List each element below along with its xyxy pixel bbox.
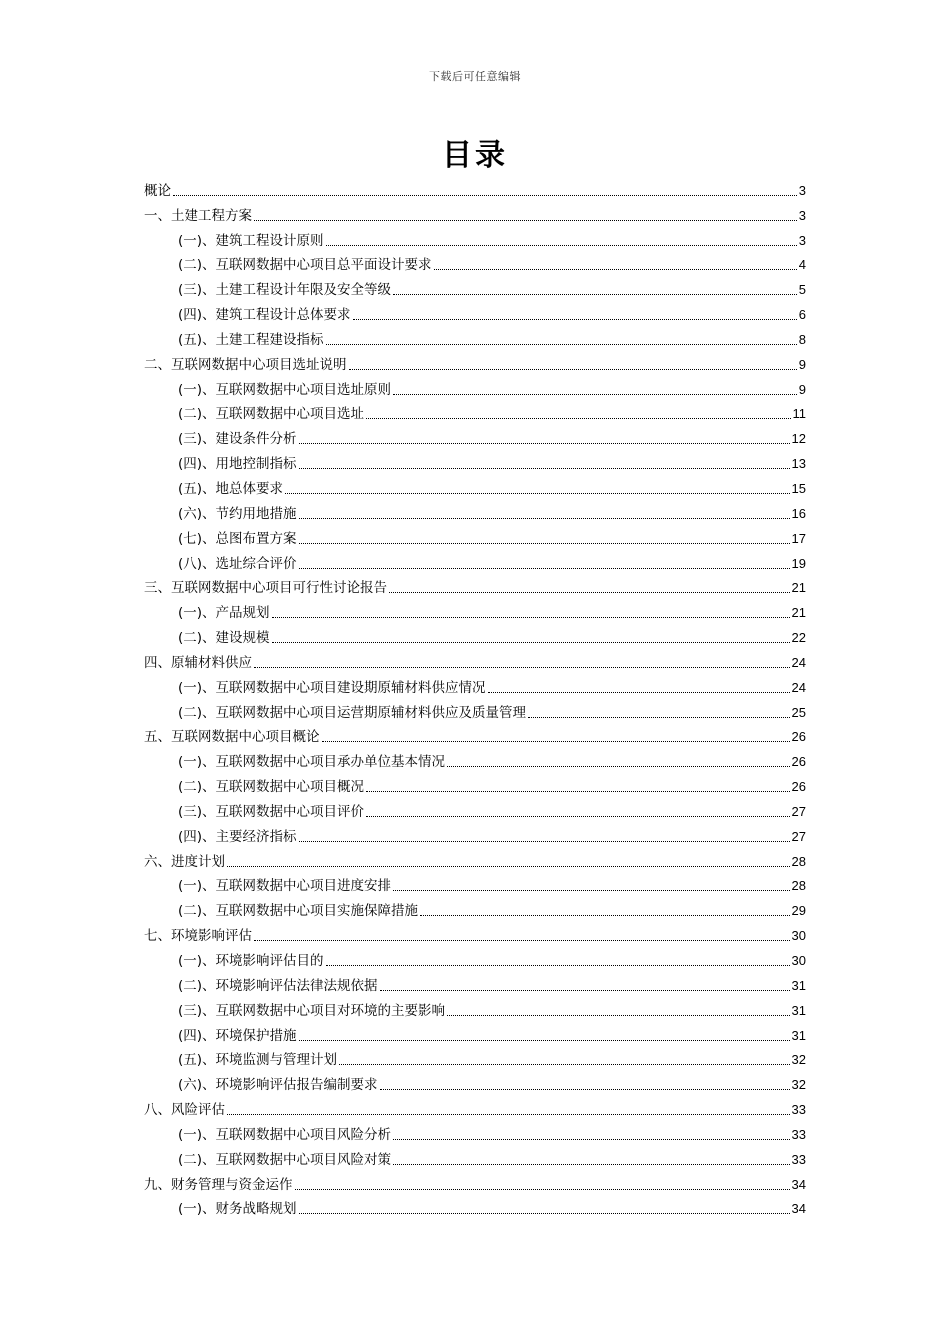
toc-entry-page-number: 24 (791, 679, 806, 695)
toc-entry[interactable] (144, 1020, 806, 1045)
toc-entry-label: 三、互联网数据中心项目可行性讨论报告 (144, 580, 387, 597)
toc-entry-label: (四)、主要经济指标 (178, 828, 297, 845)
toc-dot-leader (299, 518, 790, 519)
toc-entry[interactable] (144, 250, 806, 275)
toc-entry-page-number: 30 (791, 928, 806, 944)
toc-dot-leader (254, 220, 797, 221)
toc-entry[interactable] (144, 1194, 806, 1219)
toc-entry[interactable] (144, 324, 806, 349)
toc-entry-page-number: 26 (791, 779, 806, 795)
toc-entry-page-number: 33 (791, 1102, 806, 1118)
toc-dot-leader (299, 543, 790, 544)
page-title: 目录 (442, 138, 508, 173)
toc-entry[interactable] (144, 399, 806, 424)
toc-dot-leader (488, 692, 790, 693)
toc-entry-label: (四)、用地控制指标 (178, 456, 297, 473)
toc-dot-leader (299, 468, 790, 469)
toc-entry-label: (四)、建筑工程设计总体要求 (178, 307, 351, 324)
toc-entry-label: 六、进度计划 (144, 853, 225, 870)
toc-entry-label: (二)、互联网数据中心项目总平面设计要求 (178, 257, 432, 274)
toc-entry-label: (一)、产品规划 (178, 605, 270, 622)
toc-entry[interactable] (144, 821, 806, 846)
toc-dot-leader (272, 617, 790, 618)
toc-entry[interactable] (144, 771, 806, 796)
toc-dot-leader (339, 1064, 789, 1065)
toc-entry-page-number: 9 (798, 356, 806, 372)
toc-entry-label: (二)、环境影响评估法律法规依据 (178, 977, 378, 994)
toc-entry[interactable] (144, 846, 806, 871)
toc-entry-label: (六)、节约用地措施 (178, 505, 297, 522)
toc-entry-label: (二)、互联网数据中心项目风险对策 (178, 1151, 392, 1168)
toc-entry[interactable] (144, 945, 806, 970)
toc-entry[interactable] (144, 1045, 806, 1070)
toc-entry-page-number: 32 (791, 1077, 806, 1093)
toc-entry-page-number: 3 (798, 207, 806, 223)
toc-entry[interactable] (144, 970, 806, 995)
toc-dot-leader (528, 717, 789, 718)
toc-entry[interactable] (144, 274, 806, 299)
toc-entry-page-number: 28 (791, 853, 806, 869)
toc-entry-page-number: 29 (791, 903, 806, 919)
toc-entry[interactable] (144, 175, 806, 200)
toc-entry[interactable] (144, 523, 806, 548)
toc-dot-leader (366, 791, 789, 792)
toc-entry-page-number: 26 (791, 754, 806, 770)
toc-entry-label: 概论 (144, 182, 171, 199)
toc-entry-label: (一)、环境影响评估目的 (178, 953, 324, 969)
toc-entry[interactable] (144, 1169, 806, 1194)
toc-entry-label: (五)、环境监测与管理计划 (178, 1052, 338, 1069)
toc-entry-label: (七)、总图布置方案 (178, 530, 297, 547)
toc-dot-leader (349, 369, 797, 370)
toc-dot-leader (393, 294, 797, 295)
toc-entry[interactable] (144, 746, 806, 771)
toc-dot-leader (393, 394, 797, 395)
toc-entry[interactable] (144, 597, 806, 622)
toc-entry-page-number: 27 (791, 803, 806, 819)
toc-entry-label: (四)、环境保护措施 (178, 1027, 297, 1044)
toc-entry-label: (一)、互联网数据中心项目建设期原辅材料供应情况 (178, 679, 486, 696)
table-of-contents (144, 175, 806, 1218)
toc-dot-leader (272, 642, 790, 643)
toc-entry[interactable] (144, 349, 806, 374)
toc-dot-leader (173, 195, 797, 196)
toc-entry[interactable] (144, 299, 806, 324)
toc-entry-page-number: 15 (791, 480, 806, 496)
toc-dot-leader (393, 890, 789, 891)
toc-entry-page-number: 9 (798, 381, 806, 397)
toc-entry-page-number: 21 (791, 580, 806, 596)
toc-dot-leader (447, 1015, 789, 1016)
toc-entry-page-number: 32 (791, 1052, 806, 1068)
toc-entry-page-number: 31 (791, 1027, 806, 1043)
toc-entry[interactable] (144, 548, 806, 573)
toc-entry-label: 五、互联网数据中心项目概论 (144, 729, 320, 746)
toc-entry-page-number: 4 (798, 257, 806, 273)
toc-entry-label: 九、财务管理与资金运作 (144, 1176, 293, 1193)
toc-dot-leader (227, 1114, 790, 1115)
toc-entry[interactable] (144, 672, 806, 697)
toc-entry-page-number: 13 (791, 456, 806, 472)
toc-entry[interactable] (144, 796, 806, 821)
toc-entry-page-number: 25 (791, 704, 806, 720)
toc-entry[interactable] (144, 1144, 806, 1169)
toc-dot-leader (420, 915, 789, 916)
toc-entry-label: (一)、互联网数据中心项目风险分析 (178, 1126, 392, 1143)
toc-dot-leader (393, 1164, 789, 1165)
toc-entry-label: (一)、互联网数据中心项目选址原则 (178, 381, 392, 398)
toc-entry-label: (五)、地总体要求 (178, 480, 284, 497)
toc-entry-page-number: 30 (791, 953, 806, 968)
toc-entry-label: (二)、建设规模 (178, 630, 270, 647)
toc-entry-label: (二)、互联网数据中心项目选址 (178, 406, 365, 423)
toc-entry-label: (六)、环境影响评估报告编制要求 (178, 1077, 378, 1094)
toc-entry-page-number: 6 (798, 307, 806, 323)
toc-entry-page-number: 26 (791, 729, 806, 745)
toc-entry[interactable] (144, 448, 806, 473)
toc-entry-label: (三)、建设条件分析 (178, 431, 297, 448)
toc-dot-leader (299, 1040, 790, 1041)
toc-dot-leader (366, 816, 789, 817)
toc-entry[interactable] (144, 871, 806, 896)
toc-entry-page-number: 33 (791, 1151, 806, 1167)
toc-dot-leader (447, 766, 789, 767)
toc-entry-label: (八)、选址综合评价 (178, 555, 297, 572)
toc-entry-page-number: 12 (791, 431, 806, 447)
toc-entry[interactable] (144, 573, 806, 598)
toc-entry-page-number: 17 (791, 530, 806, 546)
toc-entry-label: (二)、互联网数据中心项目实施保障措施 (178, 903, 419, 920)
toc-dot-leader (227, 866, 790, 867)
toc-entry[interactable] (144, 423, 806, 448)
page-header-note: 下载后可任意编辑 (429, 70, 521, 83)
toc-entry[interactable] (144, 225, 806, 250)
toc-dot-leader (393, 1139, 789, 1140)
toc-entry[interactable] (144, 200, 806, 225)
toc-entry-label: (二)、互联网数据中心项目概况 (178, 779, 365, 796)
toc-dot-leader (285, 493, 789, 494)
toc-entry[interactable] (144, 1119, 806, 1144)
toc-dot-leader (299, 443, 790, 444)
toc-entry[interactable] (144, 498, 806, 523)
toc-entry-page-number: 24 (791, 654, 806, 670)
toc-entry-label: (一)、互联网数据中心项目承办单位基本情况 (178, 754, 446, 771)
toc-dot-leader (389, 592, 790, 593)
toc-entry-label: (三)、互联网数据中心项目评价 (178, 803, 365, 820)
toc-dot-leader (322, 741, 790, 742)
toc-entry-label: 一、土建工程方案 (144, 207, 252, 224)
toc-dot-leader (299, 1213, 790, 1214)
toc-entry[interactable] (144, 1094, 806, 1119)
toc-entry-page-number: 3 (798, 182, 806, 198)
toc-entry[interactable] (144, 1069, 806, 1094)
toc-entry-label: 四、原辅材料供应 (144, 654, 252, 671)
toc-entry-page-number: 19 (791, 555, 806, 571)
toc-entry-page-number: 16 (791, 505, 806, 521)
toc-entry-label: (二)、互联网数据中心项目运营期原辅材料供应及质量管理 (178, 704, 527, 721)
toc-entry-page-number: 3 (798, 232, 806, 248)
toc-entry[interactable] (144, 473, 806, 498)
toc-entry-label: 二、互联网数据中心项目选址说明 (144, 356, 347, 373)
toc-entry-page-number: 31 (791, 1002, 806, 1018)
toc-entry-label: (一)、财务战略规划 (178, 1201, 297, 1218)
toc-entry-label: (三)、土建工程设计年限及安全等级 (178, 282, 392, 299)
toc-entry-label: (一)、建筑工程设计原则 (178, 232, 324, 249)
toc-dot-leader (295, 1189, 790, 1190)
toc-entry-page-number: 28 (791, 878, 806, 894)
toc-entry-page-number: 21 (791, 605, 806, 621)
toc-entry-page-number: 27 (791, 828, 806, 844)
toc-entry[interactable] (144, 895, 806, 920)
toc-entry[interactable] (144, 995, 806, 1020)
toc-dot-leader (254, 940, 790, 941)
toc-entry-label: (五)、土建工程建设指标 (178, 331, 324, 348)
toc-entry[interactable] (144, 622, 806, 647)
toc-entry-label: (一)、互联网数据中心项目进度安排 (178, 878, 392, 895)
toc-entry-label: (三)、互联网数据中心项目对环境的主要影响 (178, 1002, 446, 1019)
toc-dot-leader (326, 245, 797, 246)
toc-entry[interactable] (144, 920, 806, 945)
toc-dot-leader (326, 344, 797, 345)
toc-entry-label: 八、风险评估 (144, 1102, 225, 1119)
toc-entry-page-number: 11 (792, 406, 806, 422)
toc-dot-leader (366, 418, 790, 419)
toc-entry[interactable] (144, 722, 806, 747)
toc-dot-leader (254, 667, 790, 668)
toc-entry-page-number: 34 (791, 1176, 806, 1192)
toc-entry-page-number: 8 (798, 331, 806, 347)
toc-entry-label: 七、环境影响评估 (144, 928, 252, 945)
toc-dot-leader (299, 841, 790, 842)
toc-entry-page-number: 34 (791, 1201, 806, 1217)
toc-entry-page-number: 33 (791, 1126, 806, 1142)
toc-dot-leader (380, 1089, 790, 1090)
toc-entry[interactable] (144, 647, 806, 672)
toc-entry-page-number: 31 (791, 977, 806, 993)
toc-entry-page-number: 5 (798, 282, 806, 298)
toc-entry[interactable] (144, 374, 806, 399)
toc-dot-leader (299, 568, 790, 569)
toc-dot-leader (434, 269, 797, 270)
toc-dot-leader (353, 319, 797, 320)
toc-dot-leader (326, 965, 790, 966)
toc-entry-page-number: 22 (791, 630, 806, 646)
toc-entry[interactable] (144, 697, 806, 722)
toc-dot-leader (380, 990, 790, 991)
